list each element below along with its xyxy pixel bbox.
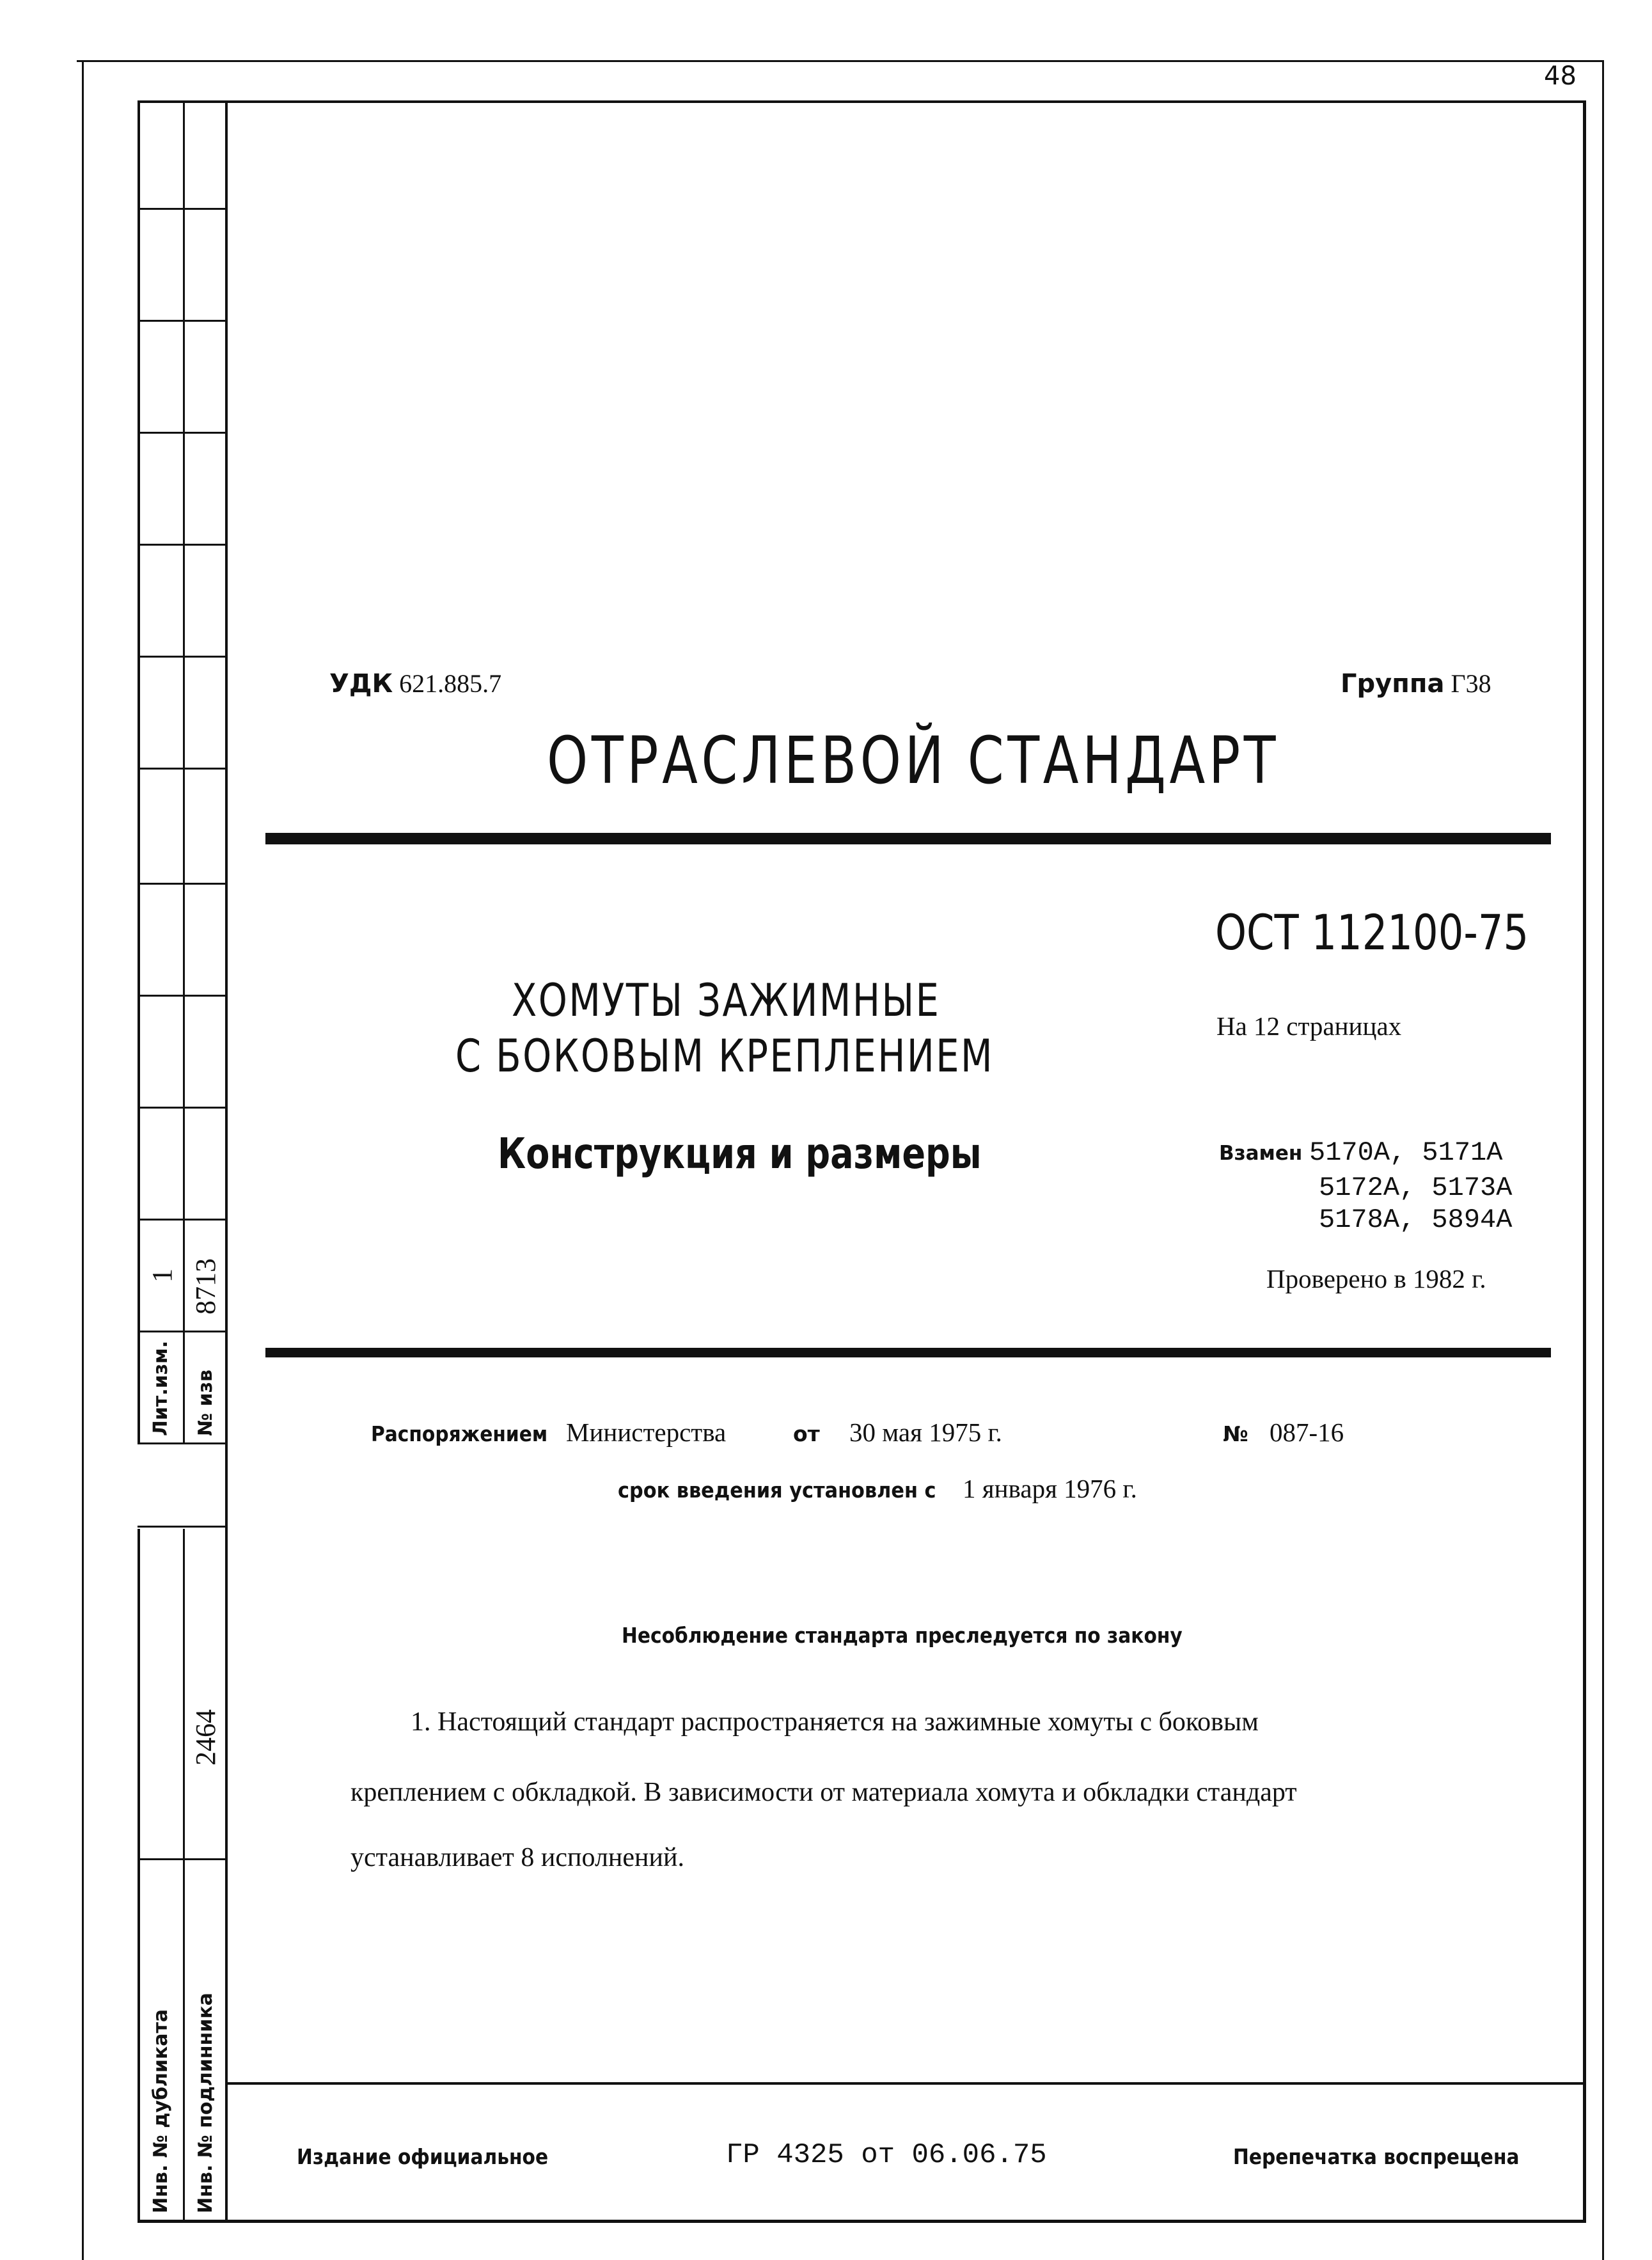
- stamp-row-5: [138, 656, 227, 658]
- paragraph-1-line-3: устанавливает 8 исполнений.: [350, 1843, 684, 1872]
- footer-registration: ГР 4325 от 06.06.75: [726, 2139, 1047, 2171]
- order-date: 30 мая 1975 г.: [849, 1418, 1002, 1447]
- udk-line: [329, 668, 501, 699]
- group-value: Г38: [1451, 669, 1491, 698]
- replaces-line-3: 5178А, 5894А: [1319, 1205, 1513, 1235]
- stamp-col-line-2: [183, 100, 185, 1444]
- outer-border-left: [82, 60, 84, 2260]
- subtitle: Конструкция и размеры: [498, 1129, 982, 1178]
- udk-label: УДК: [329, 669, 393, 699]
- title-line-2: С БОКОВЫМ КРЕПЛЕНИЕМ: [455, 1030, 994, 1082]
- udk-value: 621.885.7: [399, 669, 502, 698]
- stamp-row-1: [138, 208, 227, 210]
- stamp-col-line-4: [138, 1529, 140, 2223]
- effective-label: срок введения установлен с: [618, 1478, 936, 1503]
- inner-border-right: [1583, 100, 1586, 2223]
- stamp-no-izv-label: № изв: [194, 1370, 217, 1436]
- stamp-inv-podl-value: 2464: [190, 1709, 221, 1766]
- checked-note: Проверено в 1982 г.: [1266, 1264, 1486, 1293]
- stamp-row-4: [138, 544, 227, 546]
- inner-border-bottom: [138, 2220, 1585, 2223]
- paragraph-1-line-1: 1. Настоящий стандарт распространяется на зажимные хомуты с боковым: [411, 1707, 1259, 1737]
- stamp-row-6: [138, 768, 227, 770]
- outer-border-top: [77, 60, 1604, 62]
- footer-reprint-prohibited: Перепечатка воспрещена: [1233, 2144, 1520, 2169]
- footer-official-edition: Издание официальное: [297, 2144, 549, 2169]
- legal-warning: Несоблюдение стандарта преследуется по закону: [622, 1623, 1183, 1648]
- title-line-1: ХОМУТЫ ЗАЖИМНЫЕ: [512, 974, 941, 1027]
- order-number: 087-16: [1270, 1418, 1344, 1447]
- page-number: 48: [1544, 61, 1577, 91]
- replaces-line-2: 5172А, 5173А: [1319, 1173, 1513, 1203]
- stamp-lit-izm-value: 1: [146, 1268, 178, 1283]
- order-from-label: от: [793, 1421, 820, 1446]
- group-line: [1341, 668, 1491, 699]
- stamp-row-7: [138, 883, 227, 885]
- footer-divider: [227, 2082, 1585, 2085]
- stamp-inv-dubl-label: Инв. № дубликата: [150, 2009, 172, 2213]
- stamp-col-line-5: [183, 1529, 185, 2223]
- outer-border-right: [1602, 60, 1604, 2260]
- paragraph-1-line-2: креплением с обкладкой. В зависимости от материала хомута и обкладки стандарт: [350, 1778, 1297, 1807]
- stamp-row-2: [138, 320, 227, 322]
- order-ministry: Министерства: [566, 1418, 727, 1447]
- stamp-row-14: [138, 1858, 227, 1860]
- document-heading: ОТРАСЛЕВОЙ СТАНДАРТ: [547, 723, 1280, 799]
- order-label: Распоряжением: [371, 1421, 548, 1446]
- stamp-lit-izm-label: Лит.изм.: [150, 1340, 172, 1436]
- replaces-line-1: 5170А, 5171А: [1309, 1137, 1503, 1168]
- inner-border-top: [138, 100, 1585, 103]
- stamp-row-12: [138, 1442, 227, 1444]
- stamp-inv-podl-label: Инв. № подлинника: [194, 1993, 217, 2213]
- stamp-row-13: [138, 1526, 227, 1528]
- standard-number: ОСТ 112100-75: [1215, 904, 1529, 961]
- stamp-row-9: [138, 1107, 227, 1109]
- stamp-no-izv-value: 8713: [190, 1258, 221, 1315]
- stamp-row-8: [138, 995, 227, 997]
- replaces-label: Взамен: [1219, 1142, 1303, 1165]
- group-label: Группа: [1341, 669, 1445, 699]
- heading-rule: [265, 833, 1551, 844]
- stamp-row-10: [138, 1219, 227, 1221]
- order-no-label: №: [1223, 1421, 1248, 1446]
- stamp-row-11: [138, 1331, 227, 1332]
- stamp-col-line-1: [138, 100, 140, 1444]
- mid-rule: [265, 1348, 1551, 1357]
- stamp-col-line-3: [225, 100, 228, 2223]
- effective-date: 1 января 1976 г.: [963, 1474, 1137, 1503]
- stamp-row-3: [138, 432, 227, 434]
- pages-info: На 12 страницах: [1216, 1011, 1402, 1041]
